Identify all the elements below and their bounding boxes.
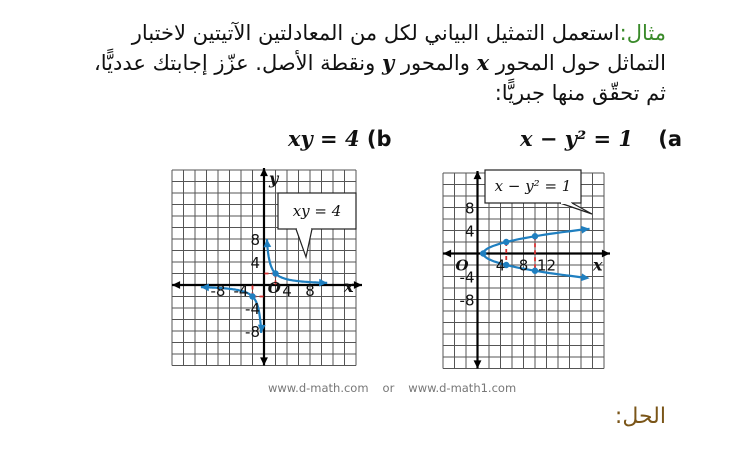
y-tick-label: 4 [250, 254, 260, 272]
example-label: مثال: [619, 21, 666, 45]
y-tick-label: -4 [459, 268, 475, 287]
origin-label: O [455, 256, 469, 275]
x-tick-label: 8 [305, 282, 315, 300]
y-tick-label: 4 [464, 222, 475, 241]
data-point [272, 270, 278, 276]
question-line-2: التماثل حول المحور x والمحور y ونقطة الأصل. عزّز إجابتك عدديًّا، [93, 50, 666, 75]
y-tick-label: 8 [464, 199, 475, 218]
y-axis-label: y [269, 169, 279, 188]
x-axis-label: x [593, 255, 603, 275]
data-point [480, 250, 486, 256]
y-tick-label: -4 [245, 300, 260, 318]
x-axis-arrow [354, 281, 362, 289]
x-axis-label: x [344, 277, 354, 296]
y-tick-label: -8 [245, 323, 260, 341]
part-a-equation: x − y² = 1 (a [520, 126, 683, 151]
footer-websites: www.d-math.com or www.d-math1.com [268, 381, 517, 395]
data-point [503, 239, 509, 245]
y-tick-label: -8 [459, 291, 475, 310]
callout-text: x − y² = 1 [494, 177, 572, 195]
question-line-1: مثال:استعمل التمثيل البياني لكل من المعادلتين الآتيتين لاختبار [131, 21, 666, 45]
graph-right-x-minus-y2 [443, 170, 610, 369]
origin-label: O [267, 279, 281, 297]
x-tick-label: 4 [282, 282, 292, 300]
data-point [249, 293, 255, 299]
x-tick-label: 12 [536, 256, 557, 275]
solution-label: الحل: [614, 404, 666, 429]
callout-text: xy = 4 [292, 202, 342, 220]
x-tick-label: 4 [495, 256, 506, 275]
question-line-3: ثم تحقّق منها جبريًّا: [494, 81, 666, 105]
graph-left-xy-4 [172, 168, 362, 366]
data-point [532, 233, 538, 239]
x-tick-label: -8 [210, 282, 226, 300]
part-b-equation: xy = 4 (b [288, 126, 392, 151]
x-tick-label: 8 [518, 256, 529, 275]
x-tick-label: -4 [233, 282, 249, 300]
x-axis-arrow [602, 250, 610, 258]
y-tick-label: 8 [250, 231, 260, 249]
